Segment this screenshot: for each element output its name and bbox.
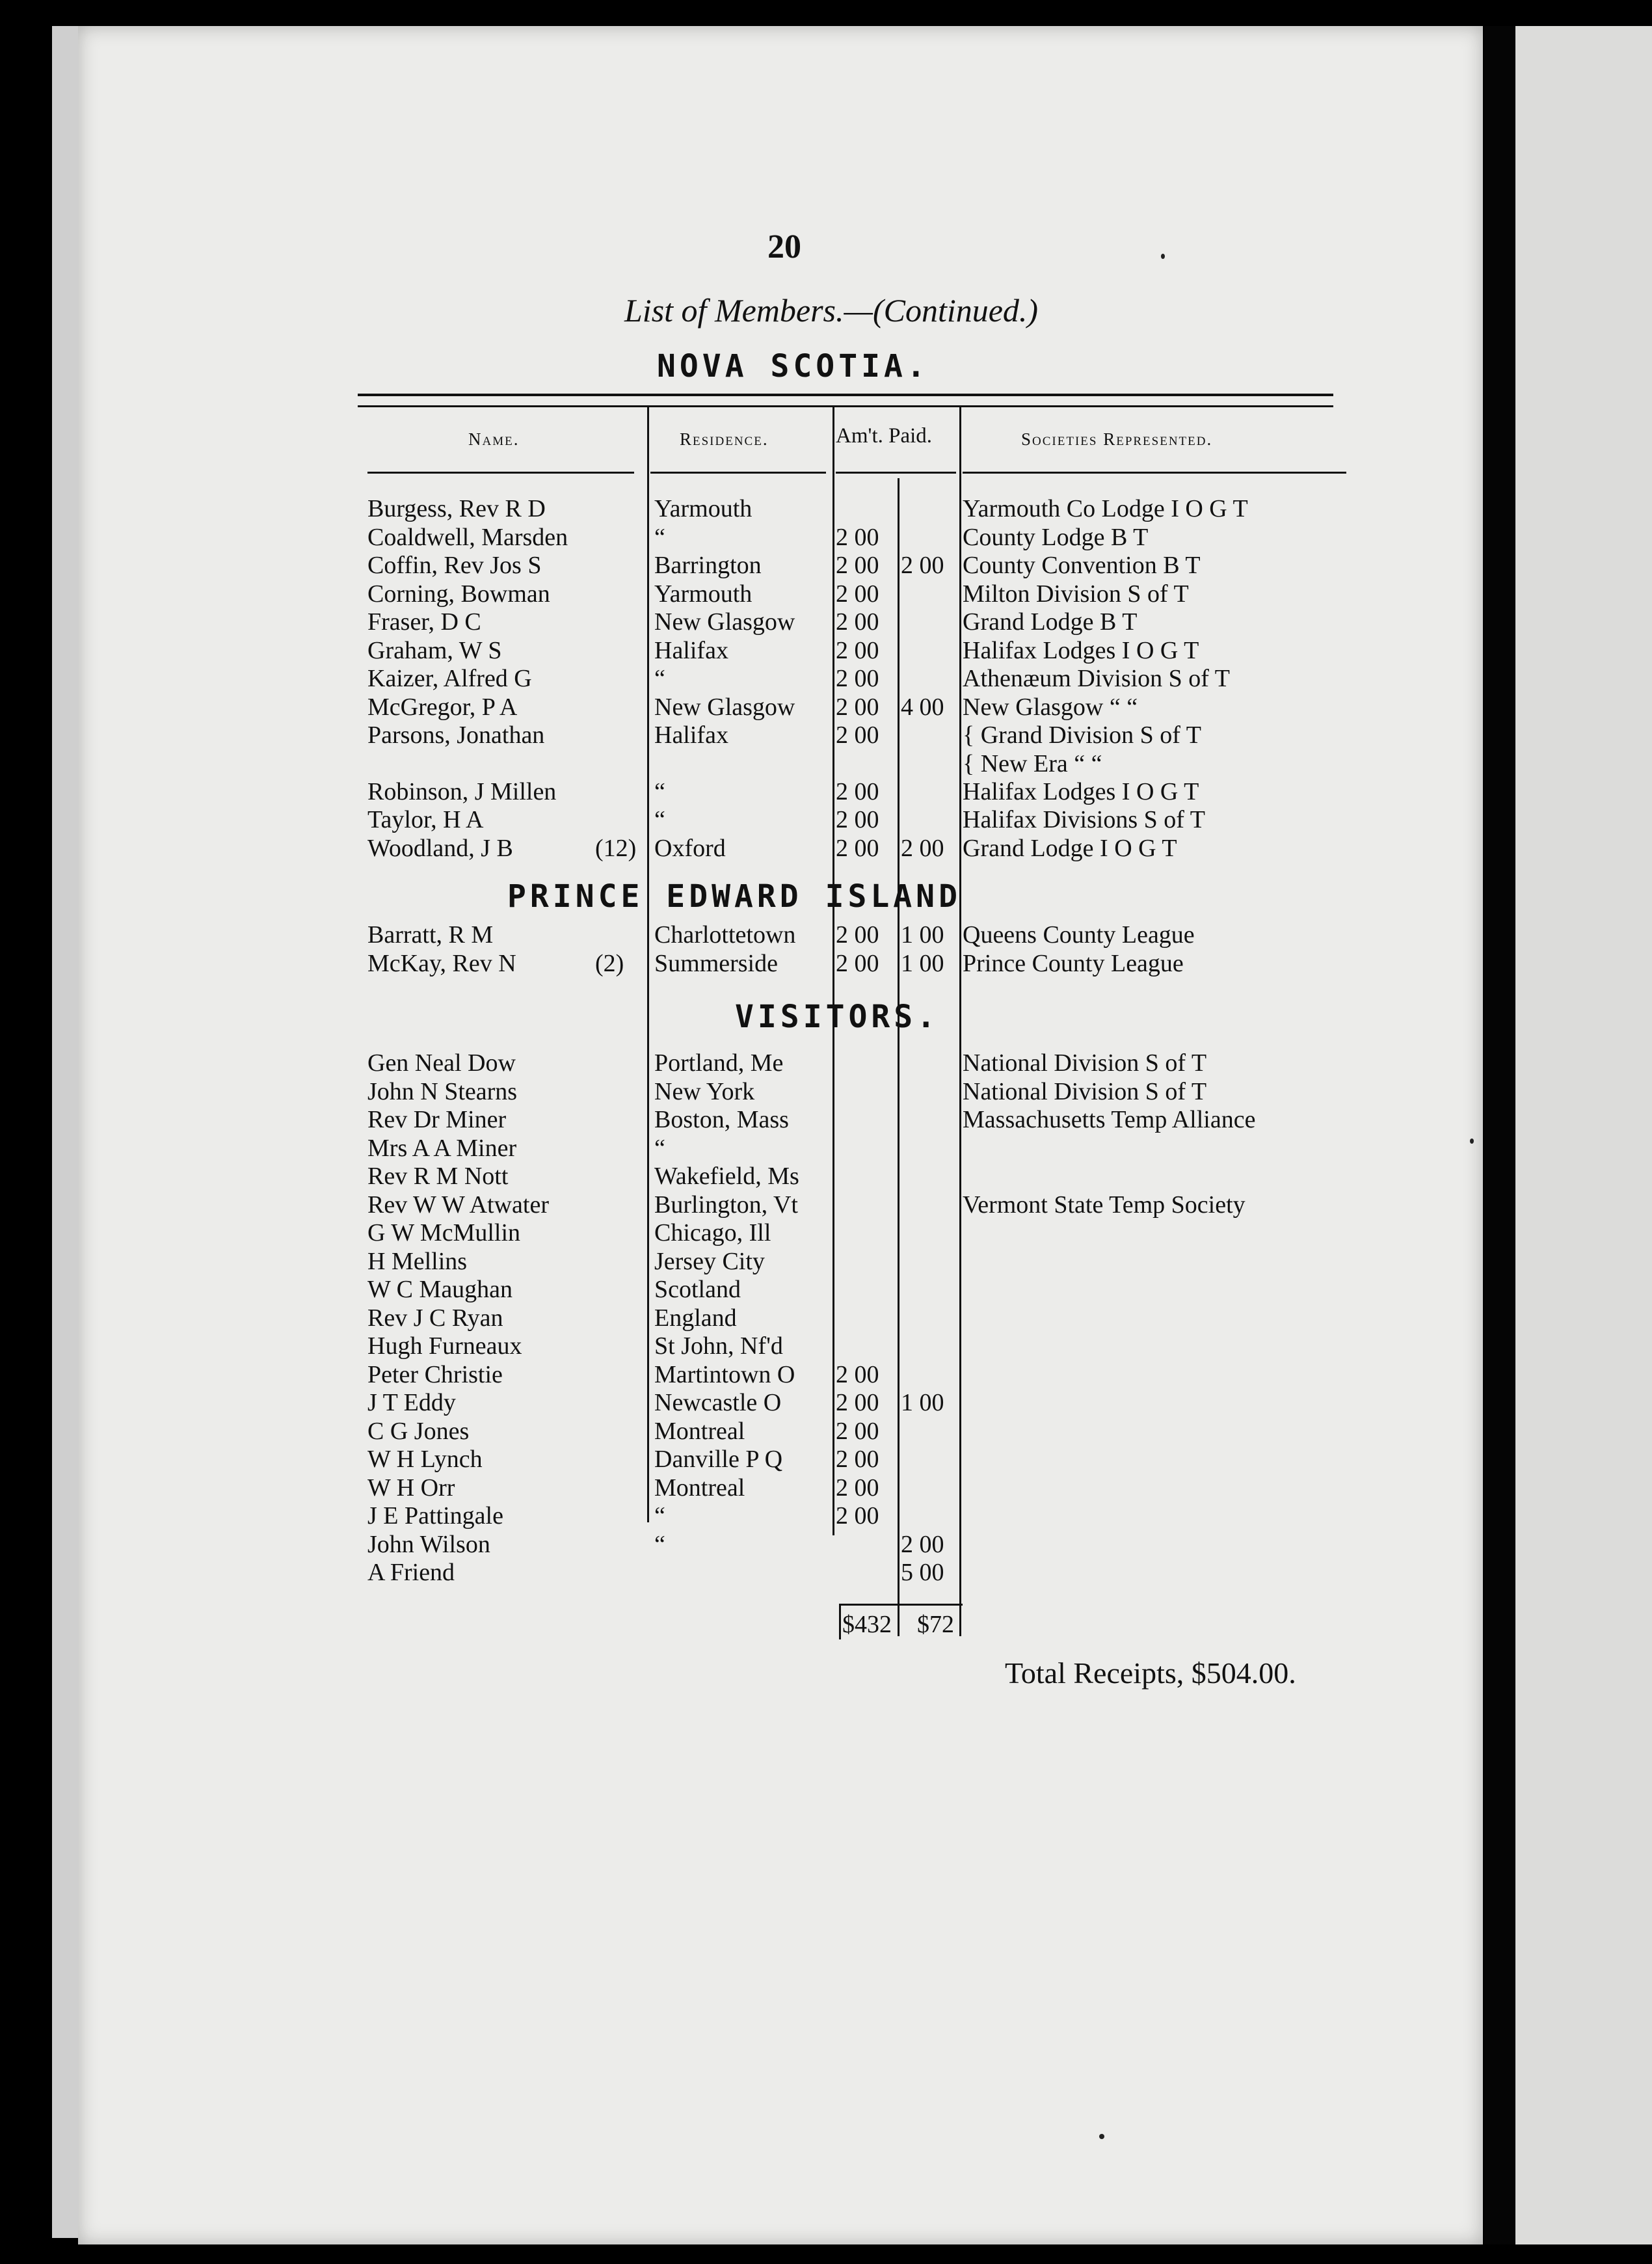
column-header-name: Name.: [468, 429, 520, 449]
column-rule-paid: [898, 478, 899, 1636]
residence: Portland, Me: [654, 1049, 784, 1077]
column-header-amt: Am't.: [836, 424, 883, 448]
amount: 2 00: [836, 1389, 879, 1416]
page-number: 20: [767, 228, 801, 265]
amount: 2 00: [836, 693, 879, 721]
residence: Wakefield, Ms: [654, 1163, 799, 1190]
section-title-nova-scotia: NOVA SCOTIA.: [657, 348, 929, 384]
residence: New Glasgow: [654, 608, 795, 636]
paid: 4 00: [901, 693, 944, 721]
amount: 2 00: [836, 950, 879, 977]
member-count: (2): [595, 950, 624, 977]
amount: 2 00: [836, 636, 879, 664]
society: { Grand Division S of T: [963, 721, 1201, 749]
member-name: W C Maughan: [367, 1276, 513, 1303]
residence: “: [654, 523, 665, 551]
member-name: Woodland, J B: [367, 834, 513, 862]
society: Queens County League: [963, 921, 1195, 949]
amount: 2 00: [836, 523, 879, 551]
society: Vermont State Temp Society: [963, 1191, 1246, 1219]
residence: Chicago, Ill: [654, 1219, 771, 1247]
amount: 2 00: [836, 1446, 879, 1473]
total-receipts: Total Receipts, $504.00.: [1005, 1656, 1296, 1690]
paid: 1 00: [901, 921, 944, 949]
residence: Charlottetown: [654, 921, 796, 949]
amount: 2 00: [836, 834, 879, 862]
member-name: Robinson, J Millen: [367, 777, 557, 805]
residence: Montreal: [654, 1417, 745, 1445]
member-name: C G Jones: [367, 1417, 470, 1445]
member-name: Corning, Bowman: [367, 580, 550, 608]
residence: Yarmouth: [654, 495, 753, 522]
header-rule-name: [367, 472, 634, 474]
header-rule-societies: [963, 472, 1346, 474]
residence: Montreal: [654, 1474, 745, 1502]
amount: 2 00: [836, 721, 879, 749]
society: Grand Lodge I O G T: [963, 834, 1177, 862]
residence: England: [654, 1304, 737, 1332]
residence: St John, Nf'd: [654, 1332, 783, 1360]
member-name: Rev J C Ryan: [367, 1304, 503, 1332]
paid: 1 00: [901, 1389, 944, 1416]
speck: [1099, 2134, 1104, 2139]
list-title: List of Members.—(Continued.): [624, 292, 1039, 329]
left-page-edge: [52, 26, 81, 2238]
amount: 2 00: [836, 1502, 879, 1530]
residence: “: [654, 1530, 665, 1558]
society: Prince County League: [963, 950, 1184, 977]
member-name: Burgess, Rev R D: [367, 495, 546, 522]
member-name: W H Orr: [367, 1474, 455, 1502]
amount: 2 00: [836, 580, 879, 608]
member-name: Rev Dr Miner: [367, 1106, 507, 1133]
header-rule-residence: [650, 472, 826, 474]
member-name: Gen Neal Dow: [367, 1049, 516, 1077]
member-name: W H Lynch: [367, 1446, 483, 1473]
residence: Danville P Q: [654, 1446, 783, 1473]
amount: 2 00: [836, 552, 879, 579]
society: Halifax Divisions S of T: [963, 806, 1205, 833]
column-header-residence: Residence.: [680, 429, 769, 449]
society: Halifax Lodges I O G T: [963, 777, 1199, 805]
member-name: Taylor, H A: [367, 806, 484, 833]
column-rule-amt: [833, 407, 834, 1535]
member-name: Peter Christie: [367, 1360, 503, 1388]
member-name: Fraser, D C: [367, 608, 481, 636]
member-name: Rev W W Atwater: [367, 1191, 549, 1219]
society: National Division S of T: [963, 1049, 1207, 1077]
totals-rule-left: [839, 1604, 841, 1639]
member-name: Parsons, Jonathan: [367, 721, 545, 749]
member-name: McGregor, P A: [367, 693, 518, 721]
society: County Convention B T: [963, 552, 1201, 579]
member-name: G W McMullin: [367, 1219, 521, 1247]
member-name: A Friend: [367, 1559, 455, 1586]
member-name: Rev R M Nott: [367, 1163, 509, 1190]
amount: 2 00: [836, 921, 879, 949]
residence: “: [654, 1502, 665, 1530]
paid: 5 00: [901, 1559, 944, 1586]
residence: Martintown O: [654, 1360, 795, 1388]
amount: 2 00: [836, 1474, 879, 1502]
society: Halifax Lodges I O G T: [963, 636, 1199, 664]
residence: “: [654, 665, 665, 692]
residence: “: [654, 1134, 665, 1162]
residence: Newcastle O: [654, 1389, 782, 1416]
amount: 2 00: [836, 665, 879, 692]
society: Massachusetts Temp Alliance: [963, 1106, 1256, 1133]
member-name: Mrs A A Miner: [367, 1134, 517, 1162]
residence: Oxford: [654, 834, 726, 862]
residence: Boston, Mass: [654, 1106, 789, 1133]
member-name: John N Stearns: [367, 1077, 518, 1105]
society: Grand Lodge B T: [963, 608, 1138, 636]
member-name: Barratt, R M: [367, 921, 494, 949]
society-continued: { New Era “ “: [963, 750, 1102, 777]
total-amt: $432: [842, 1611, 892, 1638]
member-name: Coffin, Rev Jos S: [367, 552, 542, 579]
society: New Glasgow “ “: [963, 693, 1138, 721]
member-name: McKay, Rev N: [367, 950, 516, 977]
residence: Yarmouth: [654, 580, 753, 608]
residence: Barrington: [654, 552, 762, 579]
residence: Halifax: [654, 721, 728, 749]
member-name: Coaldwell, Marsden: [367, 523, 568, 551]
residence: New York: [654, 1077, 755, 1105]
residence: Summerside: [654, 950, 778, 977]
society: National Division S of T: [963, 1077, 1207, 1105]
residence: Burlington, Vt: [654, 1191, 798, 1219]
section-title-visitors: VISITORS.: [735, 999, 940, 1035]
member-name: J T Eddy: [367, 1389, 456, 1416]
member-name: H Mellins: [367, 1247, 468, 1275]
residence: Jersey City: [654, 1247, 765, 1275]
member-count: (12): [595, 834, 637, 862]
residence: Scotland: [654, 1276, 741, 1303]
residence: “: [654, 806, 665, 833]
facing-page-edge: [1515, 26, 1652, 2244]
speck: [1161, 254, 1165, 259]
header-double-rule: [358, 394, 1333, 407]
paid: 2 00: [901, 1530, 944, 1558]
section-title-prince-edward-island: PRINCE EDWARD ISLAND: [507, 878, 961, 915]
society: Milton Division S of T: [963, 580, 1189, 608]
column-header-amt-paid: [836, 424, 932, 448]
column-rule-societies: [959, 407, 961, 1636]
column-header-societies: Societies Represented.: [1021, 429, 1213, 449]
society: Athenæum Division S of T: [963, 665, 1230, 692]
amount: 2 00: [836, 806, 879, 833]
member-name: Graham, W S: [367, 636, 502, 664]
paid: 2 00: [901, 552, 944, 579]
amount: 2 00: [836, 777, 879, 805]
paid: 1 00: [901, 950, 944, 977]
member-name: Kaizer, Alfred G: [367, 665, 532, 692]
speck: [1470, 1139, 1474, 1144]
member-name: Hugh Furneaux: [367, 1332, 522, 1360]
totals-rule: [839, 1604, 963, 1606]
total-paid: $72: [917, 1611, 954, 1638]
amount: 2 00: [836, 608, 879, 636]
residence: “: [654, 777, 665, 805]
residence: Halifax: [654, 636, 728, 664]
residence: New Glasgow: [654, 693, 795, 721]
column-header-paid: Paid.: [888, 424, 933, 448]
amount: 2 00: [836, 1417, 879, 1445]
society: County Lodge B T: [963, 523, 1149, 551]
header-rule-amt: [836, 472, 956, 474]
member-name: J E Pattingale: [367, 1502, 503, 1530]
paid: 2 00: [901, 834, 944, 862]
member-name: John Wilson: [367, 1530, 490, 1558]
amount: 2 00: [836, 1360, 879, 1388]
column-rule-residence: [647, 407, 649, 1522]
society: Yarmouth Co Lodge I O G T: [963, 495, 1248, 522]
book-spine: [1484, 26, 1514, 2244]
